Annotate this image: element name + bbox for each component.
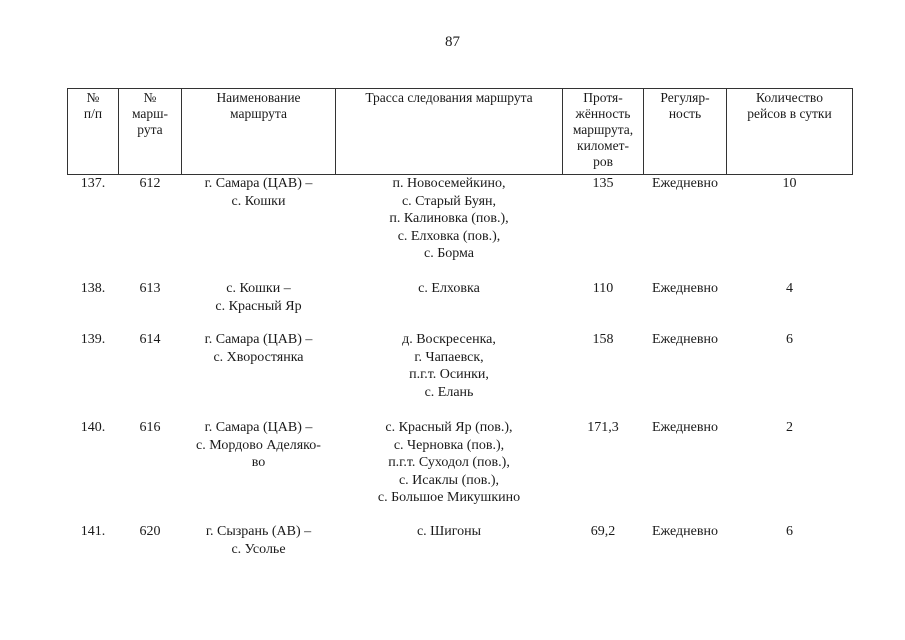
cell-route-path: д. Воскресенка, г. Чапаевск, п.г.т. Осинки, с. Елань — [402, 332, 496, 400]
cell-index: 139. — [80, 332, 106, 347]
table-row — [68, 419, 853, 523]
cell-route-path: п. Новосемейкино, с. Старый Буян, п. Калиновка (пов.), с. Елховка (пов.), с. Борма — [389, 176, 509, 261]
header-route-number: № марш- рута — [119, 89, 182, 175]
cell-regularity: Ежедневно — [651, 420, 718, 435]
cell-route-length: 69,2 — [590, 524, 616, 539]
table-row — [68, 523, 853, 563]
cell-route-path: с. Елховка — [418, 281, 480, 296]
cell-index: 137. — [80, 176, 106, 191]
cell-trips-per-day: 4 — [786, 281, 793, 296]
table-row — [68, 331, 853, 419]
cell-route-number: 612 — [139, 176, 161, 191]
table-row — [68, 280, 853, 331]
cell-route-name: с. Кошки – с. Красный Яр — [215, 281, 302, 314]
header-row — [68, 89, 853, 175]
cell-trips-per-day: 10 — [782, 176, 797, 191]
cell-trips-per-day: 6 — [786, 332, 793, 347]
cell-trips-per-day: 2 — [786, 420, 793, 435]
header-route-length: Протя- жённость маршрута, километ- ров — [563, 89, 644, 175]
cell-route-number: 613 — [139, 281, 161, 296]
table-header — [68, 89, 853, 175]
cell-route-length: 135 — [592, 176, 614, 191]
page-number: 87 — [445, 34, 460, 50]
header-regularity: Регуляр- ность — [644, 89, 727, 175]
cell-regularity: Ежедневно — [651, 281, 718, 296]
cell-route-length: 171,3 — [587, 420, 619, 435]
cell-route-length: 158 — [592, 332, 614, 347]
cell-index: 141. — [80, 524, 106, 539]
cell-regularity: Ежедневно — [651, 332, 718, 347]
cell-route-name: г. Самара (ЦАВ) – с. Хворостянка — [204, 332, 313, 365]
cell-regularity: Ежедневно — [651, 176, 718, 191]
cell-route-path: с. Шигоны — [416, 524, 482, 539]
cell-regularity: Ежедневно — [651, 524, 718, 539]
cell-trips-per-day: 6 — [786, 524, 793, 539]
cell-route-name: г. Сызрань (АВ) – с. Усолье — [205, 524, 312, 557]
cell-route-name: г. Самара (ЦАВ) – с. Кошки — [204, 176, 313, 209]
header-route-path: Трасса следования маршрута — [336, 89, 563, 175]
routes-table — [67, 88, 853, 563]
cell-index: 140. — [80, 420, 106, 435]
cell-route-number: 620 — [139, 524, 161, 539]
cell-route-name: г. Самара (ЦАВ) – с. Мордово Аделяко- во — [196, 420, 321, 470]
cell-index: 138. — [80, 281, 106, 296]
cell-route-number: 614 — [139, 332, 161, 347]
table-row — [68, 175, 853, 281]
header-index: № п/п — [68, 89, 119, 175]
cell-route-path: с. Красный Яр (пов.), с. Черновка (пов.), п.г.т. Суходол (пов.), с. Исаклы (пов.), с. Большое Микушкино — [377, 420, 521, 505]
table-body — [68, 175, 853, 564]
cell-route-number: 616 — [139, 420, 161, 435]
header-trips-per-day: Количество рейсов в сутки — [727, 89, 853, 175]
cell-route-length: 110 — [592, 281, 614, 296]
header-route-name: Наименование маршрута — [182, 89, 336, 175]
